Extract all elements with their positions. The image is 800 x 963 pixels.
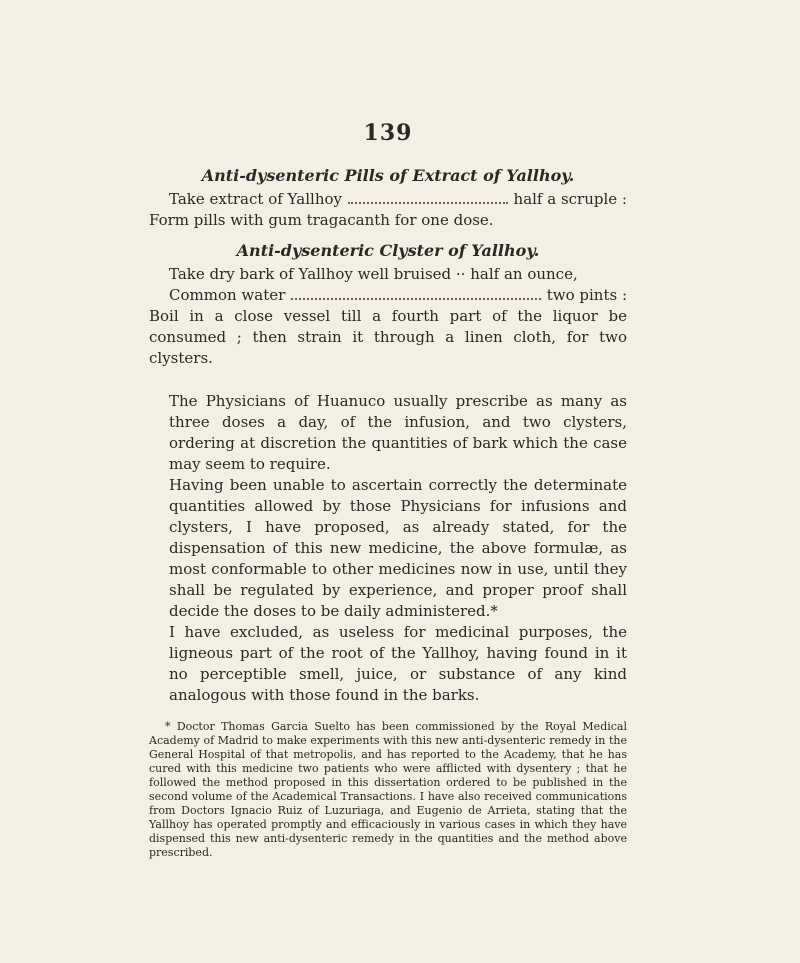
paragraph-1: The Physicians of Huanuco usually prescribe as many as three doses a day, of the infusion, and two clysters, ordering at discretion the quantities of bark which the case may seem to require. bbox=[169, 392, 627, 473]
paragraph-3: I have excluded, as useless for medicinal purposes, the ligneous part of the root of the Yallhoy, having found in it no perceptible smell, juice, or substance of any kind analogous with those found in the barks. bbox=[169, 623, 627, 704]
page-content bbox=[149, 120, 627, 860]
recipe-clyster-line-1: Take dry bark of Yallhoy well bruised ·· half an ounce, bbox=[169, 265, 578, 283]
spacer bbox=[149, 231, 627, 241]
heading-pills: Anti-dysenteric Pills of Extract of Yallhoy. bbox=[201, 166, 575, 185]
recipe-pills-line-1 bbox=[149, 189, 627, 210]
recipe-pills-ingredient: Take extract of Yallhoy bbox=[169, 190, 342, 208]
recipe-clyster-line-2 bbox=[149, 285, 627, 306]
recipe-clyster-ingredient: Common water bbox=[169, 286, 286, 304]
paragraph-2: Having been unable to ascertain correctly the determinate quantities allowed by those Physicians for infusions and clysters, I have proposed, as already stated, for the dispensation of this new medicine, the above formulæ, as most conformable to other medicines now in use, until they shall be regulated by experience, and proper proof shall decide the doses to be daily administered.* bbox=[169, 476, 627, 620]
recipe-pills-line-2: Form pills with gum tragacanth for one dose. bbox=[149, 211, 494, 229]
recipe-pills-quantity: half a scruple : bbox=[513, 190, 627, 208]
leader-dots bbox=[291, 285, 540, 300]
footnote: * Doctor Thomas Garcia Suelto has been commissioned by the Royal Medical Academy of Madrid to make experiments with this new anti-dysenteric remedy in the General Hospital of that metropolis, and has reported to the Academy, that he has cured with this medicine two patients who were afflicted with dysentery ; that he followed the method proposed in this dissertation ordered to be published in the second volume of the Academical Transactions. I have also received communications from Doctors Ignacio Ruiz of Luzuriaga, and Eugenio de Arrieta, stating that the Yallhoy has operated promptly and efficaciously in various cases in which they have dispensed this new anti-dysenteric remedy in the quantities and the method above prescribed. bbox=[149, 720, 627, 859]
leader-dots bbox=[348, 189, 508, 204]
recipe-clyster-line-3: Boil in a close vessel till a fourth part of the liquor be consumed ; then strain it through a linen cloth, for two clysters. bbox=[149, 307, 627, 367]
spacer bbox=[149, 369, 627, 391]
heading-clyster: Anti-dysenteric Clyster of Yallhoy. bbox=[236, 241, 540, 260]
recipe-clyster-quantity: two pints : bbox=[546, 286, 627, 304]
page-number: 139 bbox=[363, 120, 413, 146]
